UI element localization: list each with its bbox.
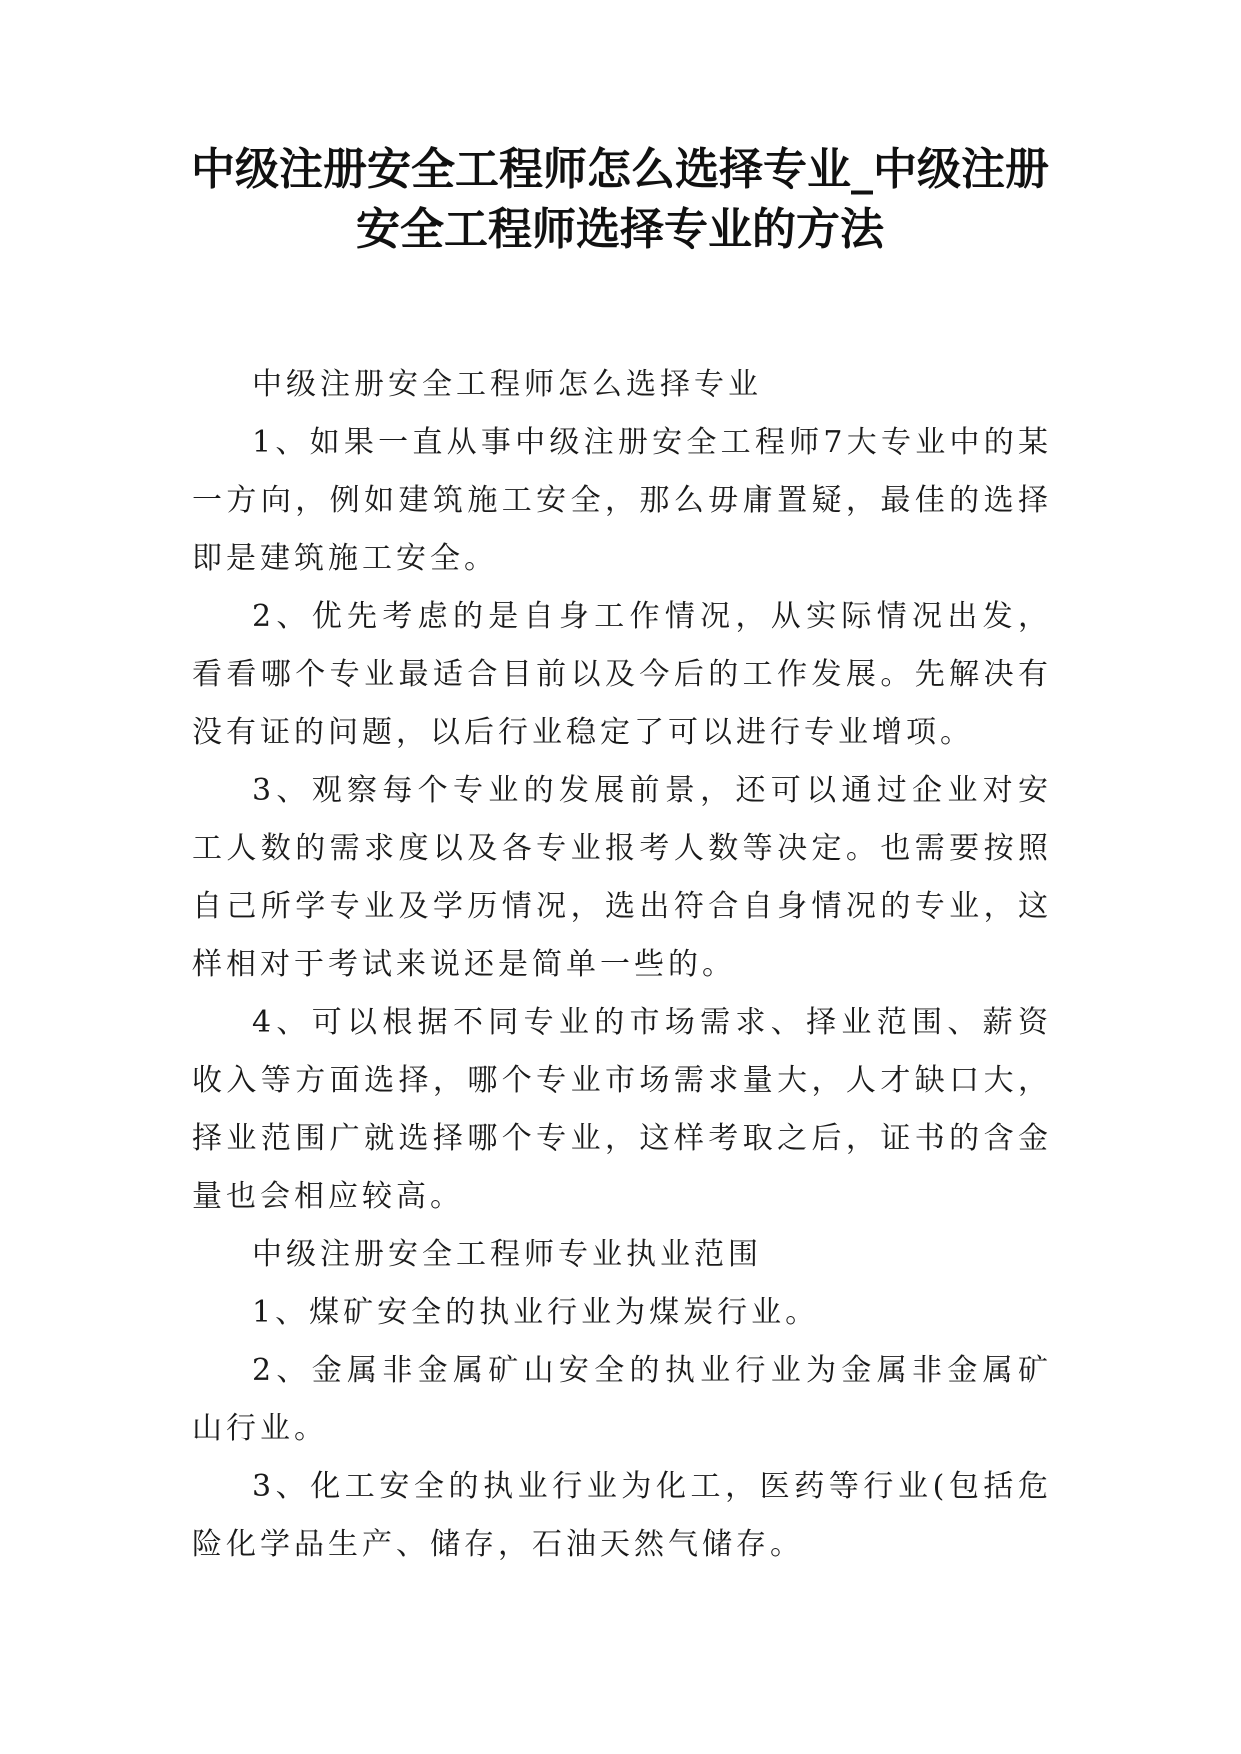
paragraph-point-1: 1、如果一直从事中级注册安全工程师7大专业中的某一方向，例如建筑施工安全，那么毋庸置疑，最佳的选择即是建筑施工安全。 <box>192 425 1052 576</box>
paragraph-scope-1: 1、煤矿安全的执业行业为煤炭行业。 <box>252 1295 820 1330</box>
section-heading-how-to-choose: 中级注册安全工程师怎么选择专业 <box>252 367 762 402</box>
document-title: 中级注册安全工程师怎么选择专业_中级注册安全工程师选择专业的方法 <box>191 144 1049 255</box>
section-heading-practice-scope: 中级注册安全工程师专业执业范围 <box>252 1237 762 1272</box>
paragraph-scope-2: 2、金属非金属矿山安全的执业行业为金属非金属矿山行业。 <box>192 1353 1052 1446</box>
paragraph-point-3: 3、观察每个专业的发展前景，还可以通过企业对安工人数的需求度以及各专业报考人数等决定。也需要按照自己所学专业及学历情况，选出符合自身情况的专业，这样相对于考试来说还是简单一些的。 <box>192 773 1052 982</box>
paragraph-point-2: 2、优先考虑的是自身工作情况，从实际情况出发，看看哪个专业最适合目前以及今后的工作发展。先解决有没有证的问题，以后行业稳定了可以进行专业增项。 <box>192 599 1052 750</box>
paragraph-scope-3: 3、化工安全的执业行业为化工，医药等行业(包括危险化学品生产、储存，石油天然气储存。 <box>192 1469 1052 1562</box>
document-body <box>192 356 1052 1574</box>
paragraph-point-4: 4、可以根据不同专业的市场需求、择业范围、薪资收入等方面选择，哪个专业市场需求量大，人才缺口大，择业范围广就选择哪个专业，这样考取之后，证书的含金量也会相应较高。 <box>192 1005 1052 1214</box>
